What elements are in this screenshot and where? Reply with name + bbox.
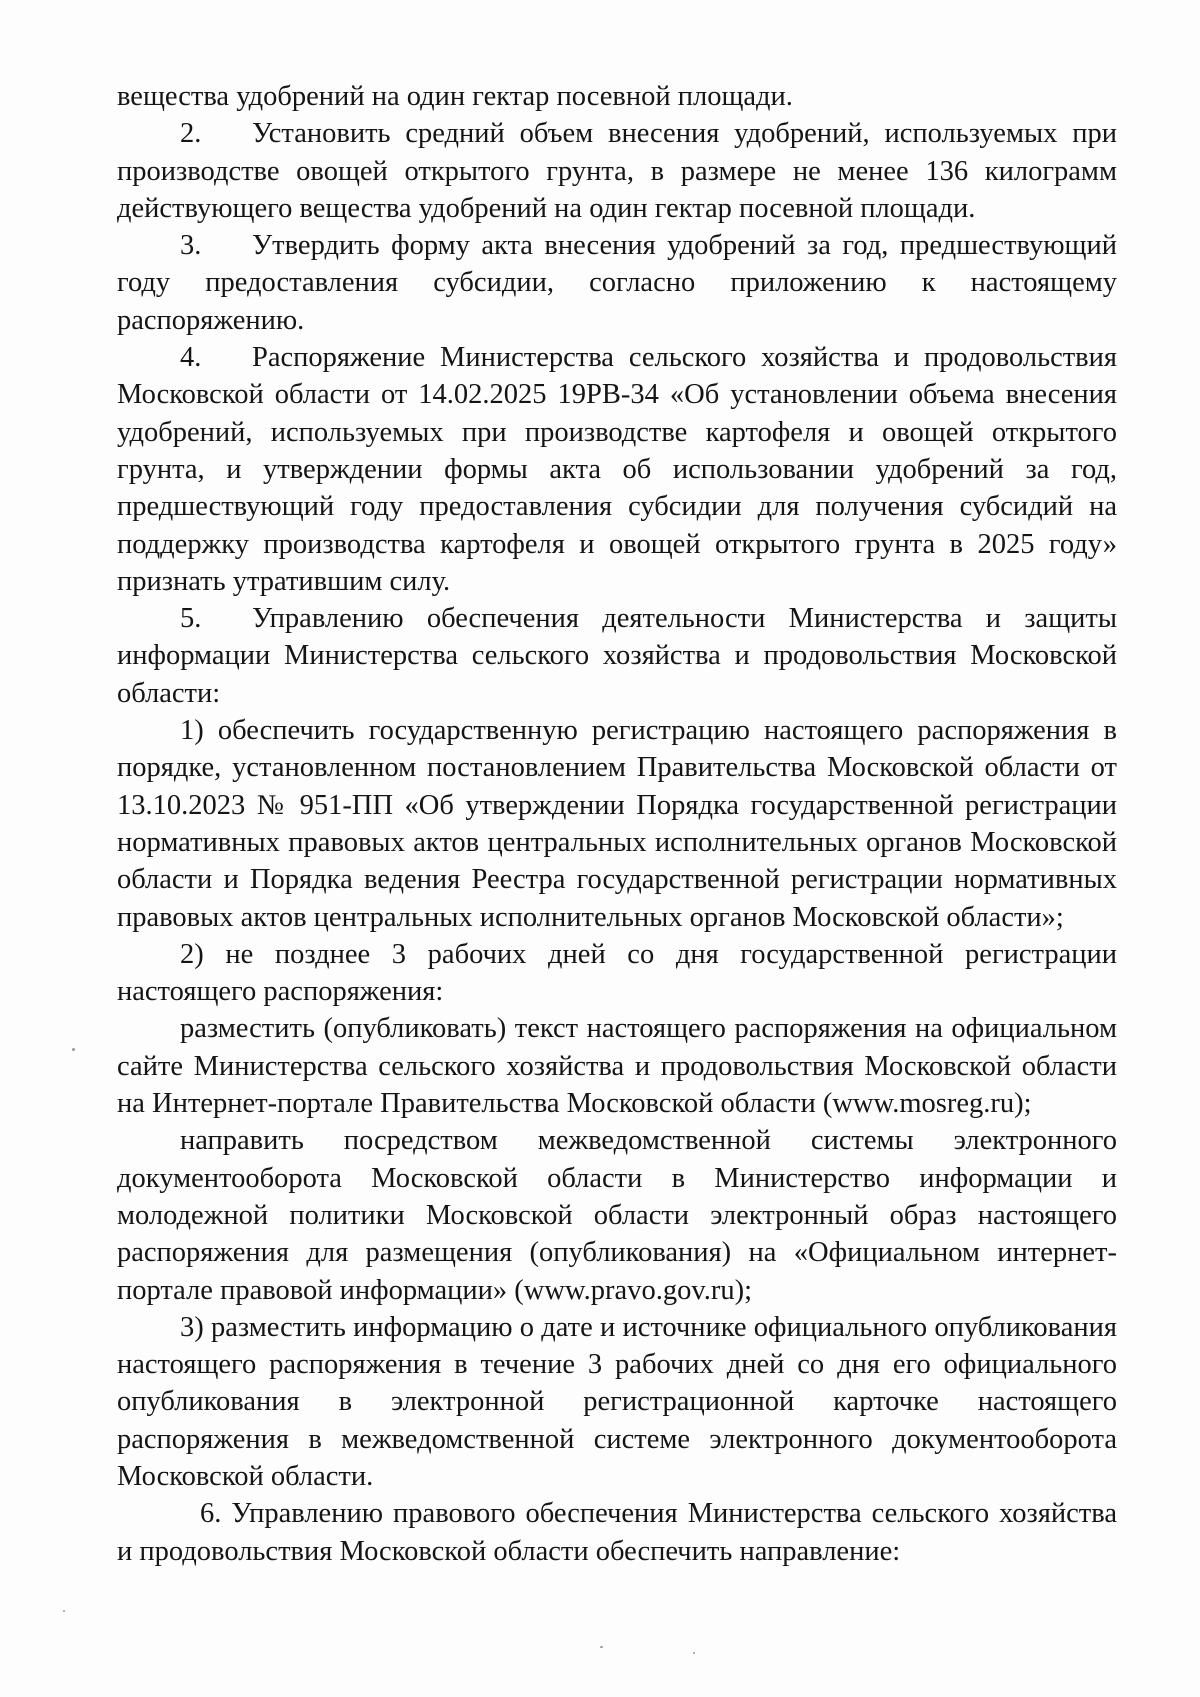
paragraph-text: Распоряжение Министерства сельского хозяйства и продовольствия Московской области от 14.02.2025 19РВ-34 «Об установлении объема внесения удобрений, используемых при производстве картофеля и овощей открытого грунта, и утверждении формы акта об использовании удобрений за год, предшествующий году предоставления субсидии для получения субсидий на поддержку производства картофеля и овощей открытого грунта в 2025 году» признать утратившим силу. — [117, 342, 1117, 597]
subparagraph-5-2-publish — [117, 1010, 1117, 1122]
paragraph-text: вещества удобрений на один гектар посевной площади. — [117, 81, 793, 112]
paragraph-3 — [117, 227, 1117, 339]
paragraph-number: 5. — [180, 603, 202, 635]
paragraph-4 — [117, 339, 1117, 600]
paragraph-number: 2. — [180, 118, 202, 150]
paragraph-continuation — [117, 78, 1117, 115]
paragraph-6 — [117, 1495, 1117, 1570]
paragraph-5 — [117, 600, 1117, 712]
paragraph-number: 4. — [180, 342, 202, 374]
paragraph-text: Утвердить форму акта внесения удобрений за год, предшествующий году предоставления субсидии, согласно приложению к настоящему распоряжению. — [117, 230, 1117, 336]
subparagraph-5-1 — [117, 712, 1117, 936]
paragraph-text: 3) разместить информацию о дате и источнике официального опубликования настоящего распоряжения в течение 3 рабочих дней со дня его официального опубликования в электронной регистрационной карточке настоящего распоряжения в межведомственной системе электронного документооборота Московской области. — [117, 1311, 1117, 1492]
scan-speck — [693, 1652, 695, 1654]
paragraph-text: Установить средний объем внесения удобрений, используемых при производстве овощей открытого грунта, в размере не менее 136 килограмм действующего вещества удобрений на один гектар посевной площади. — [117, 118, 1117, 224]
paragraph-text: 2) не позднее 3 рабочих дней со дня государственной регистрации настоящего распоряжения: — [117, 938, 1117, 1008]
scan-speck — [63, 1610, 65, 1612]
subparagraph-5-3 — [117, 1309, 1117, 1495]
paragraph-2 — [117, 115, 1117, 227]
paragraph-text: 1) обеспечить государственную регистрацию настоящего распоряжения в порядке, установленном постановлением Правительства Московской области от 13.10.2023 № 951-ПП «Об утверждении Порядка государственной регистрации нормативных правовых актов центральных исполнительных органов Московской области и Порядка ведения Реестра государственной регистрации нормативных правовых актов центральных исполнительных органов Московской области»; — [117, 715, 1117, 933]
subparagraph-5-2 — [117, 936, 1117, 1011]
paragraph-text: направить посредством межведомственной системы электронного документооборота Московской области в Министерство информации и молодежной политики Московской области электронный образ настоящего распоряжения для размещения (опубликования) на «Официальном интернет-портале правовой информации» (www.pravo.gov.ru); — [117, 1125, 1117, 1306]
scan-speck — [72, 1048, 75, 1051]
scan-speck — [600, 1646, 603, 1648]
subparagraph-5-2-send — [117, 1122, 1117, 1308]
paragraph-number: 6. — [200, 1498, 222, 1530]
paragraph-text: разместить (опубликовать) текст настоящего распоряжения на официальном сайте Министерства сельского хозяйства и продовольствия Московской области на Интернет-портале Правительства Московской области (www.mosreg.ru); — [117, 1013, 1117, 1120]
paragraph-text: Управлению правового обеспечения Министерства сельского хозяйства и продовольствия Московской области обеспечить направление: — [117, 1498, 1117, 1567]
paragraph-text: Управлению обеспечения деятельности Министерства и защиты информации Министерства сельского хозяйства и продовольствия Московской области: — [117, 603, 1117, 709]
paragraph-number: 3. — [180, 230, 202, 262]
document-body — [117, 78, 1117, 1570]
